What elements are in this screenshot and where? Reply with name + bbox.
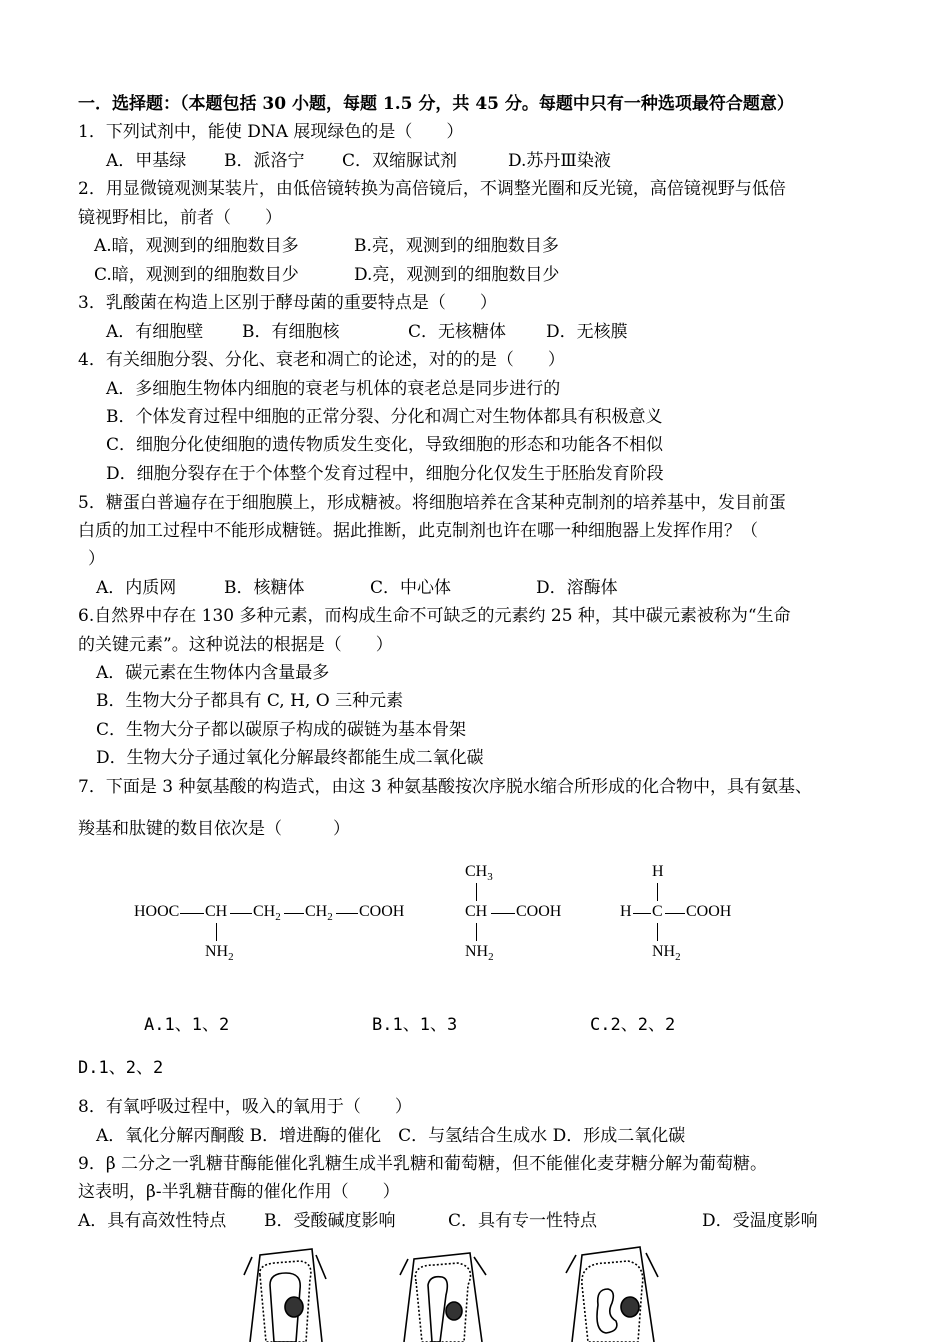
q6-option-c: C．生物大分子都以碳原子构成的碳链为基本骨架 — [96, 720, 467, 740]
section-header: 一．选择题：（本题包括 30 小题，每题 1.5 分，共 45 分。每题中只有一种选项最符合题意） — [78, 94, 794, 114]
f1-hooc: HOOC — [134, 903, 180, 920]
q2-option-b: B.亮，观测到的细胞数目多 — [354, 236, 559, 256]
question-6-stem-line1: 6.自然界中存在 130 多种元素，而构成生命不可缺乏的元素约 25 种，其中碳元素被称为“生命 — [78, 606, 791, 626]
q5-option-d: D．溶酶体 — [536, 578, 618, 598]
q7-option-b: B.1、1、3 — [372, 1015, 458, 1035]
q5-option-b: B．核糖体 — [224, 578, 305, 598]
plant-cell-2 — [400, 1253, 486, 1342]
q9-option-d: D．受温度影响 — [702, 1211, 818, 1231]
q1-option-d: D.苏丹Ⅲ染液 — [508, 151, 611, 171]
q2-option-c: C.暗，观测到的细胞数目少 — [94, 265, 299, 285]
question-2-stem-line1: 2．用显微镜观测某装片，由低倍镜转换为高倍镜后，不调整光圈和反光镜，高倍镜视野与低倍 — [78, 179, 786, 199]
q2-option-a: A.暗，观测到的细胞数目多 — [94, 236, 299, 256]
f2-ch: CH — [465, 903, 488, 920]
q7-option-d: D.1、2、2 — [78, 1058, 164, 1078]
q3-option-d: D．无核膜 — [546, 322, 628, 342]
question-4-stem: 4．有关细胞分裂、分化、衰老和凋亡的论述，对的的是（ ） — [78, 350, 565, 370]
f2-nh2: $NH_2$ — [465, 943, 494, 964]
q7-option-c: C.2、2、2 — [590, 1015, 676, 1035]
f1-cooh: COOH — [359, 903, 405, 920]
q4-option-c: C．细胞分化使细胞的遗传物质发生变化，导致细胞的形态和功能各不相似 — [106, 435, 664, 455]
question-6-stem-line2: 的关键元素”。这种说法的根据是（ ） — [78, 635, 393, 655]
q4-option-b: B．个体发育过程中细胞的正常分裂、分化和凋亡对生物体都具有积极意义 — [106, 407, 663, 427]
f2-ch3: $CH_3$ — [465, 863, 493, 884]
question-5-stem-line2: 白质的加工过程中不能形成糖链。据此推断，此克制剂也许在哪一种细胞器上发挥作用？（ — [78, 521, 758, 541]
question-3-stem: 3．乳酸菌在构造上区别于酵母菌的重要特点是（ ） — [78, 293, 497, 313]
q6-option-a: A．碳元素在生物体内含量最多 — [96, 663, 330, 683]
f3-nh2: $NH_2$ — [652, 943, 681, 964]
q7-option-a: A.1、1、2 — [144, 1015, 230, 1035]
q2-option-d: D.亮，观测到的细胞数目少 — [354, 265, 560, 285]
question-7-stem-line2: 羧基和肽键的数目依次是（ ） — [78, 819, 350, 839]
q9-option-b: B．受酸碱度影响 — [264, 1211, 396, 1231]
f1-nh2: $NH_2$ — [205, 943, 234, 964]
question-2-stem-line2: 镜视野相比，前者（ ） — [78, 208, 282, 228]
question-1-stem: 1．下列试剂中，能使 DNA 展现绿色的是（ ） — [78, 122, 464, 142]
f1-ch2-b: $CH_2$ — [305, 903, 333, 924]
f1-ch2-a: $CH_2$ — [253, 903, 281, 924]
q4-option-d: D．细胞分裂存在于个体整个发育过程中，细胞分化仅发生于胚胎发育阶段 — [106, 464, 664, 484]
question-5-stem-line1: 5．糖蛋白普遍存在于细胞膜上，形成糖被。将细胞培养在含某种克制剂的培养基中，发目前蛋 — [78, 493, 786, 513]
question-9-stem-line1: 9．β 二分之一乳糖苷酶能催化乳糖生成半乳糖和葡萄糖，但不能催化麦芽糖分解为葡萄糖。 — [78, 1154, 768, 1174]
q3-option-c: C．无核糖体 — [408, 322, 507, 342]
q1-option-a: A．甲基绿 — [106, 151, 187, 171]
amino-acid-formulas — [0, 855, 950, 975]
plant-cell-3 — [566, 1247, 658, 1342]
q9-option-a: A．具有高效性特点 — [78, 1211, 227, 1231]
question-8-stem: 8．有氧呼吸过程中，吸入的氧用于（ ） — [78, 1097, 412, 1117]
q3-option-a: A．有细胞壁 — [106, 322, 204, 342]
q9-option-c: C．具有专一性特点 — [448, 1211, 598, 1231]
f3-cooh: COOH — [686, 903, 732, 920]
plant-cell-illustrations — [230, 1245, 670, 1342]
q1-option-c: C．双缩脲试剂 — [342, 151, 458, 171]
q1-option-b: B．派洛宁 — [224, 151, 305, 171]
question-9-stem-line2: 这表明，β-半乳糖苷酶的催化作用（ ） — [78, 1182, 400, 1202]
plant-cell-1 — [244, 1249, 326, 1342]
question-5-stem-line3: ） — [88, 549, 105, 569]
question-7-stem-line1: 7．下面是 3 种氨基酸的构造式，由这 3 种氨基酸按次序脱水缩合所形成的化合物中，具有氨基、 — [78, 777, 813, 797]
q6-option-d: D．生物大分子通过氧化分解最终都能生成二氧化碳 — [96, 748, 484, 768]
f1-ch: CH — [205, 903, 228, 920]
f3-c: C — [652, 903, 663, 920]
f2-cooh: COOH — [516, 903, 562, 920]
q4-option-a: A．多细胞生物体内细胞的衰老与机体的衰老总是同步进行的 — [106, 379, 561, 399]
q6-option-b: B．生物大分子都具有 C, H, O 三种元素 — [96, 691, 404, 711]
q3-option-b: B．有细胞核 — [242, 322, 340, 342]
q5-option-c: C．中心体 — [370, 578, 452, 598]
f3-h-top: H — [652, 863, 664, 880]
q5-option-a: A．内质网 — [96, 578, 177, 598]
question-8-options: A．氧化分解丙酮酸 B．增进酶的催化 C．与氢结合生成水 D．形成二氧化碳 — [96, 1126, 686, 1146]
f3-h-left: H — [620, 903, 632, 920]
